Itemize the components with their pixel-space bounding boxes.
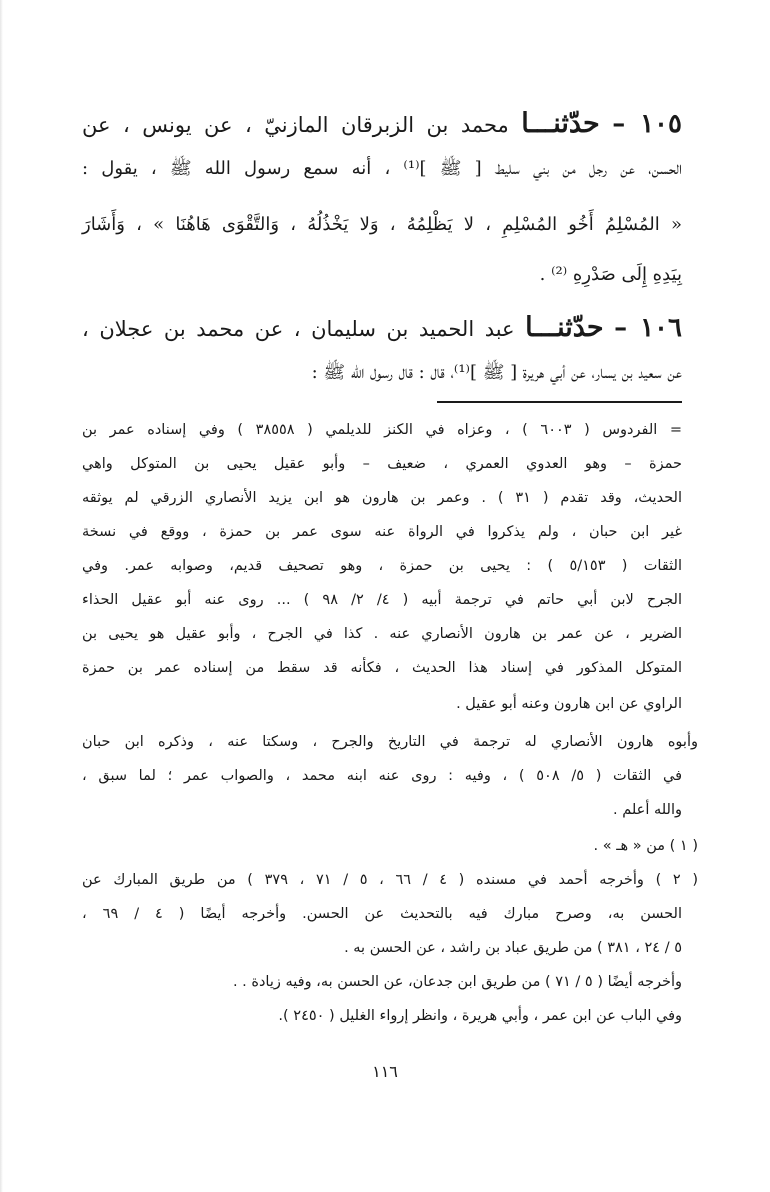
hadith-105-line-2: الحسن، عن رجل من بني سليط [ ﷺ ]⁽¹⁾ ، أنه سمع رسول الله ﷺ ، يقول : xyxy=(82,158,682,179)
footnote-paragraph-line: والله أعلم . xyxy=(613,802,682,818)
footnote-line: الجرح لابن أبي حاتم في ترجمة أبيه ( ٤/ ٢/ ٩٨ ) ... روى عنه أبو عقيل الحذاء xyxy=(82,592,682,608)
footnote-divider xyxy=(437,401,682,403)
footnote-line: غير ابن حبان ، ولم يذكروا في الرواة عنه سوى عمر بن حمزة ، ووقع في نسخة xyxy=(82,524,682,540)
footnote-line: الثقات ( ٥/١٥٣ ) : يحيى بن حمزة ، وهو تصحيف قديم، وصوابه عمر. وفي xyxy=(82,558,682,574)
footnote-line: المتوكل المذكور في إسناد هذا الحديث ، فكأنه قد سقط من إسناده عمر بن حمزة xyxy=(82,660,682,676)
footnote-line: الضرير ، عن عمر بن هارون الأنصاري عنه . كذا في الجرح ، وأبو عقيل هو يحيى بن xyxy=(82,626,682,642)
footnote-2-line: الحسن به، وصرح مبارك فيه بالتحديث عن الحسن. وأخرجه أيضًا ( ٤ / ٦٩ ، xyxy=(82,906,682,922)
isnad-text: محمد بن الزبرقان المازنيّ ، عن يونس ، عن xyxy=(82,113,509,137)
hadith-105-matn: « المُسْلِمُ أَخُو المُسْلِمِ ، لا يَظْلِمُهُ ، وَلا يَخْذُلُهُ ، وَالتَّقْوَى هَاهُنَا » ، وَأَشَارَ xyxy=(82,214,682,235)
hadith-number: ١٠٦ – xyxy=(614,313,682,343)
footnote-2-line: ٥ / ٢٤ ، ٣٨١ ) من طريق عباد بن راشد ، عن الحسن به . xyxy=(344,940,682,956)
footnote-2-line: ( ٢ ) وأخرجه أحمد في مسنده ( ٤ / ٦٦ ، ٥ / ٧١ ، ٣٧٩ ) من طريق المبارك عن xyxy=(82,872,698,888)
haddathana-keyword: حدّثنـــا xyxy=(525,312,604,343)
hadith-number: ١٠٥ – xyxy=(612,109,682,139)
page-number: ١١٦ xyxy=(372,1062,398,1081)
footnote-line: الراوي عن ابن هارون وعنه أبو عقيل . xyxy=(456,696,682,712)
footnote-1: ( ١ ) من « هـ » . xyxy=(593,838,698,854)
hadith-106-heading xyxy=(82,312,682,344)
isnad-text: عبد الحميد بن سليمان ، عن محمد بن عجلان ، xyxy=(82,317,515,341)
footnote-2-line: وفي الباب عن ابن عمر ، وأبي هريرة ، وانظر إرواء الغليل ( ٢٤٥٠ ). xyxy=(278,1008,682,1024)
page-edge-shadow xyxy=(0,0,3,1192)
hadith-105-matn-end: بِيَدِهِ إِلَى صَدْرِهِ ⁽²⁾ . xyxy=(539,264,682,285)
footnote-line: حمزة – وهو العدوي العمري ، ضعيف – وأبو عقيل يحيى بن المتوكل واهي xyxy=(82,456,682,472)
hadith-106-line-2: عن سعيد بن يسار، عن أبي هريرة [ ﷺ ]⁽¹⁾، قال : قال رسول الله ﷺ : xyxy=(311,362,682,383)
footnote-paragraph-line: في الثقات ( ٥/ ٥٠٨ ) ، وفيه : روى عنه ابنه محمد ، والصواب عمر ؛ لما سبق ، xyxy=(82,768,682,784)
hadith-105-heading xyxy=(82,108,682,140)
footnote-line: الحديث، وقد تقدم ( ٣١ ) . وعمر بن هارون هو ابن يزيد الأنصاري الزرقي لم يوثقه xyxy=(82,490,682,506)
haddathana-keyword: حدّثنـــا xyxy=(521,108,600,139)
footnote-line: = الفردوس ( ٦٠٠٣ ) ، وعزاه في الكنز للديلمي ( ٣٨٥٥٨ ) وفي إسناده عمر بن xyxy=(82,422,683,438)
footnote-2-line: وأخرجه أيضًا ( ٥ / ٧١ ) من طريق ابن جدعان، عن الحسن به، وفيه زيادة . . xyxy=(232,974,682,990)
footnote-paragraph-line: وأبوه هارون الأنصاري له ترجمة في التاريخ والجرح ، وسكتا عنه ، وذكره ابن حبان xyxy=(82,734,698,750)
